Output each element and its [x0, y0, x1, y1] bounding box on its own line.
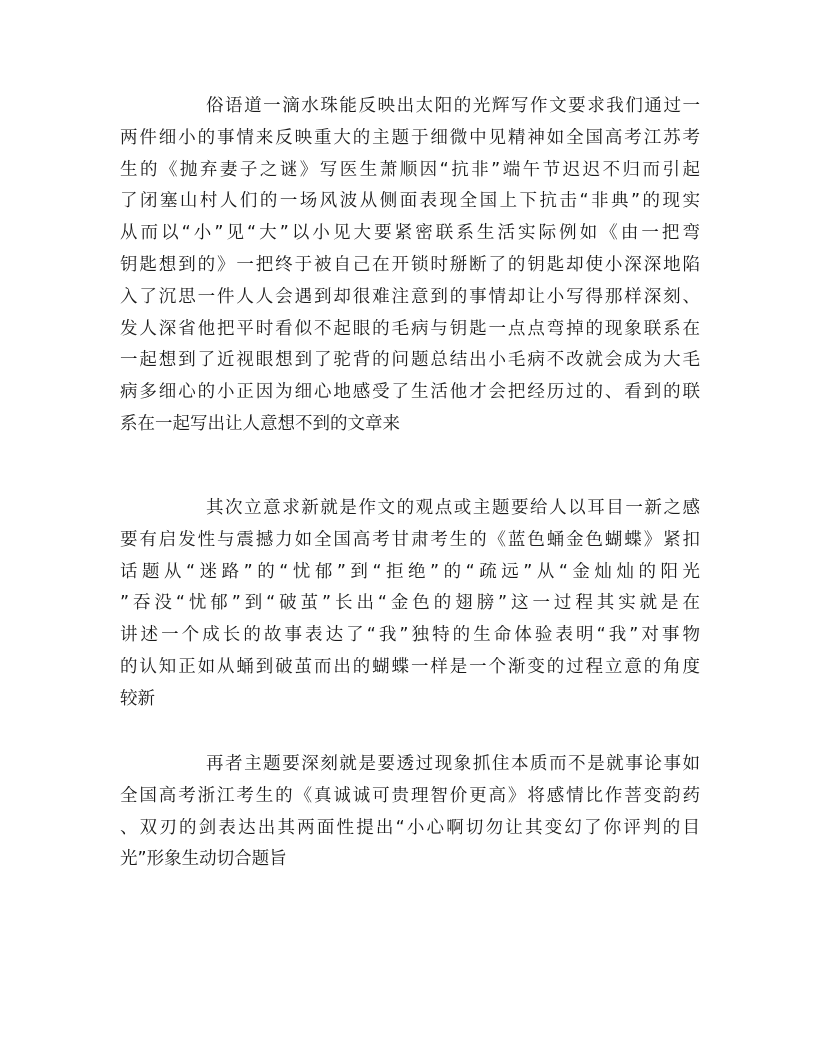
text-line: 系在一起写出让人意想不到的文章来	[120, 413, 400, 434]
text-line: 了闭塞山村人们的一场风波从侧面表现全国上下抗击“非典”的现实	[120, 191, 700, 212]
text-line: 话题从“迷路”的“忧郁”到“拒绝”的“疏远”从“金灿灿的阳光	[120, 561, 700, 582]
text-line: 生的《抛弃妻子之谜》写医生萧顺因“抗非”端午节迟迟不归而引起	[120, 159, 700, 180]
text-line: 两件细小的事情来反映重大的主题于细微中见精神如全国高考江苏考	[120, 127, 700, 148]
text-line: 再者主题要深刻就是要透过现象抓住本质而不是就事论事如	[206, 754, 700, 774]
text-line: 一起想到了近视眼想到了驼背的问题总结出小毛病不改就会成为大毛	[120, 350, 700, 371]
text-line: ”吞没“忧郁”到“破茧”长出“金色的翅膀”这一过程其实就是在	[120, 593, 700, 614]
text-line: 较新	[120, 688, 155, 709]
text-line: 全国高考浙江考生的《真诚诚可贵理智价更高》将感情比作菩变韵药	[120, 785, 700, 806]
paragraph-1	[120, 91, 700, 441]
text-line: 从而以“小”见“大”以小见大要紧密联系生活实际例如《由一把弯	[120, 223, 700, 244]
text-line: 发人深省他把平时看似不起眼的毛病与钥匙一点点弯掉的现象联系在	[120, 318, 700, 339]
text-line: 、双刃的剑表达出其两面性提出“小心啊切勿让其变幻了你评判的目	[120, 817, 700, 838]
text-line: 病多细心的小正因为细心地感受了生活他才会把经历过的、看到的联	[120, 382, 700, 403]
text-line: 入了沉思一件人人会遇到却很难注意到的事情却让小写得那样深刻、	[120, 286, 700, 307]
text-line: 讲述一个成长的故事表达了“我”独特的生命体验表明“我”对事物	[120, 625, 700, 646]
text-line: 俗语道一滴水珠能反映出太阳的光辉写作文要求我们通过一	[206, 96, 700, 116]
text-line: 钥匙想到的》一把终于被自己在开锁时掰断了的钥匙却使小深深地陷	[120, 254, 700, 275]
paragraph-2	[120, 493, 700, 716]
paragraph-3	[120, 749, 700, 876]
text-line: 要有启发性与震撼力如全国高考甘肃考生的《蓝色蛹金色蝴蝶》紧扣	[120, 529, 700, 550]
text-line: 其次立意求新就是作文的观点或主题要给人以耳目一新之感	[206, 498, 700, 518]
text-line: 的认知正如从蛹到破茧而出的蝴蝶一样是一个渐变的过程立意的角度	[120, 656, 700, 677]
text-line: 光”形象生动切合题旨	[120, 849, 287, 870]
